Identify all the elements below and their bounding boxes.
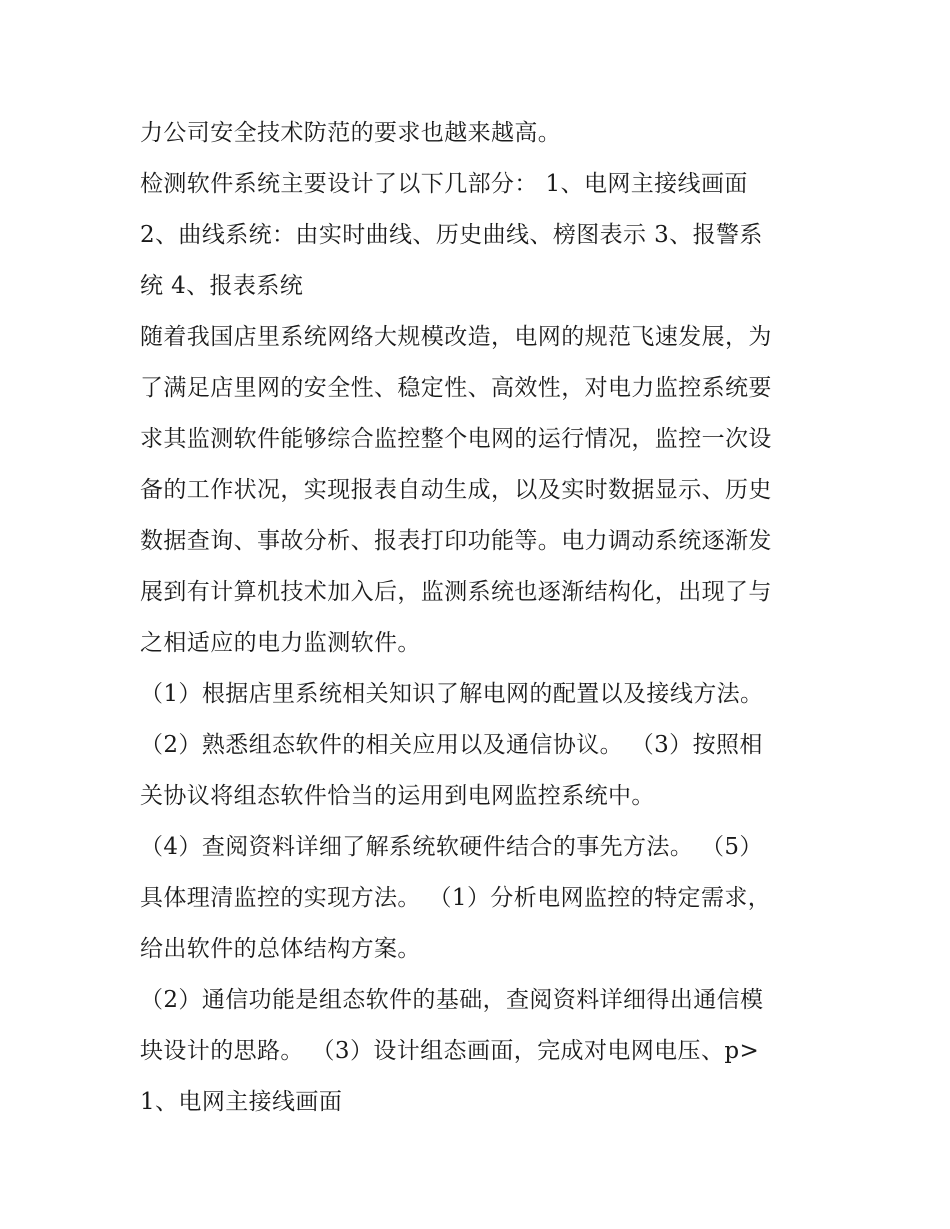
text-line-11: 之相适应的电力监测软件。 <box>140 630 421 656</box>
text-line-1: 力公司安全技术防范的要求也越来越高。 <box>140 120 562 146</box>
text-line-4: 统 4、报表系统 <box>140 273 304 299</box>
text-line-17: 给出软件的总体结构方案。 <box>140 936 421 962</box>
text-line-8: 备的工作状况，实现报表自动生成，以及实时数据显示、历史 <box>140 477 772 503</box>
text-line-12: （1）根据店里系统相关知识了解电网的配置以及接线方法。 <box>140 681 764 707</box>
text-line-19: 块设计的思路。 （3）设计组态画面，完成对电网电压、p> <box>140 1038 760 1064</box>
text-line-20: 1、电网主接线画面 <box>140 1089 343 1115</box>
document-body <box>140 108 830 1128</box>
text-line-10: 展到有计算机技术加入后，监测系统也逐渐结构化，出现了与 <box>140 579 772 605</box>
text-line-3: 2、曲线系统：由实时曲线、历史曲线、榜图表示 3、报警系 <box>140 222 763 248</box>
text-line-2: 检测软件系统主要设计了以下几部分： 1、电网主接线画面 <box>140 171 748 197</box>
text-line-18: （2）通信功能是组态软件的基础，查阅资料详细得出通信模 <box>140 987 764 1013</box>
text-line-9: 数据查询、事故分析、报表打印功能等。电力调动系统逐渐发 <box>140 528 772 554</box>
text-line-14: 关协议将组态软件恰当的运用到电网监控系统中。 <box>140 783 655 809</box>
text-line-13: （2）熟悉组态软件的相关应用以及通信协议。 （3）按照相 <box>140 732 763 758</box>
text-line-15: （4）查阅资料详细了解系统软硬件结合的事先方法。 （5） <box>140 834 763 860</box>
text-line-7: 求其监测软件能够综合监控整个电网的运行情况，监控一次设 <box>140 426 772 452</box>
text-line-5: 随着我国店里系统网络大规模改造，电网的规范飞速发展，为 <box>140 324 772 350</box>
text-line-16: 具体理清监控的实现方法。 （1）分析电网监控的特定需求， <box>140 885 772 911</box>
text-line-6: 了满足店里网的安全性、稳定性、高效性，对电力监控系统要 <box>140 375 772 401</box>
